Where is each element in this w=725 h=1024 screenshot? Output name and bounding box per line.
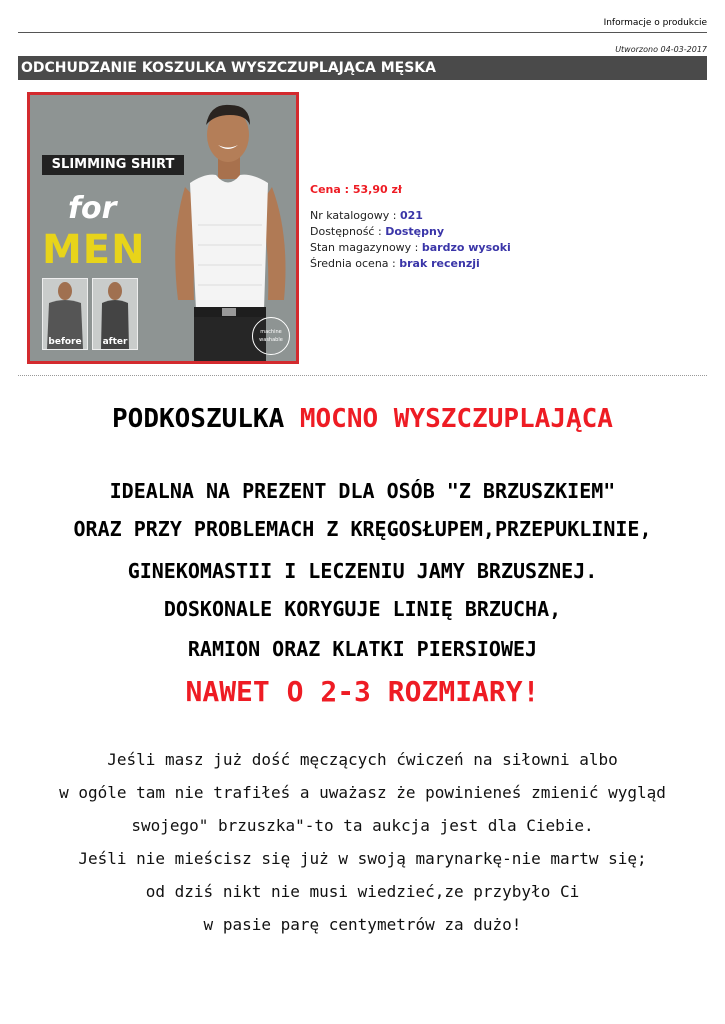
for-text: for <box>68 191 117 226</box>
availability-label: Dostępność : <box>310 225 386 238</box>
body-line: w pasie parę centymetrów za dużo! <box>203 915 522 934</box>
before-thumbnail <box>42 278 88 350</box>
description-headline <box>0 404 725 434</box>
body-line: Jeśli nie mieścisz się już w swoją marynarkę-nie martw się; <box>78 849 647 868</box>
rating-value: brak recenzji <box>399 257 480 270</box>
price: Cena : 53,90 zł <box>310 183 402 196</box>
body-line: w ogóle tam nie trafiłeś a uważasz że powinieneś zmienić wygląd <box>59 783 666 802</box>
body-line: Jeśli masz już dość męczących ćwiczeń na siłowni albo <box>107 750 618 769</box>
catalog-row <box>310 208 511 224</box>
product-title: ODCHUDZANIE KOSZULKA WYSZCZUPLAJĄCA MĘSKA <box>18 56 707 80</box>
availability-row <box>310 224 511 240</box>
bold-line: DOSKONALE KORYGUJE LINIĘ BRZUCHA, <box>163 597 562 621</box>
catalog-label: Nr katalogowy : <box>310 209 400 222</box>
machine-washable-icon: machine washable <box>252 317 290 355</box>
bold-line: GINEKOMASTII I LECZENIU JAMY BRZUSZNEJ. <box>127 559 598 583</box>
men-text: MEN <box>42 227 146 273</box>
section-divider <box>18 375 707 376</box>
body-line: od dziś nikt nie musi wiedzieć,ze przybyło Ci <box>145 882 580 901</box>
before-label: before <box>48 337 82 347</box>
headline-black: PODKOSZULKA <box>112 404 300 434</box>
body-line: swojego" brzuszka"-to ta aukcja jest dla Ciebie. <box>131 816 594 835</box>
bold-line: ORAZ PRZY PROBLEMACH Z KRĘGOSŁUPEM,PRZEPUKLINIE, <box>73 517 652 541</box>
after-thumbnail <box>92 278 138 350</box>
header-divider <box>18 32 707 33</box>
rating-row <box>310 256 511 272</box>
headline-red: MOCNO WYSZCZUPLAJĄCA <box>299 404 613 434</box>
product-image <box>27 92 299 364</box>
stock-value: bardzo wysoki <box>421 241 511 254</box>
bold-line: IDEALNA NA PREZENT DLA OSÓB "Z BRZUSZKIEM" <box>109 479 616 503</box>
stock-row <box>310 240 511 256</box>
stock-label: Stan magazynowy : <box>310 241 422 254</box>
created-date: Utworzono 04-03-2017 <box>615 45 707 54</box>
section-label: Informacje o produkcie <box>603 18 707 28</box>
availability-value: Dostępny <box>385 225 445 238</box>
product-info <box>310 182 511 272</box>
catalog-value: 021 <box>399 209 423 222</box>
after-label: after <box>102 337 128 347</box>
bold-line: RAMION ORAZ KLATKI PIERSIOWEJ <box>187 637 538 661</box>
slimming-shirt-badge: SLIMMING SHIRT <box>42 155 184 175</box>
size-claim: NAWET O 2-3 ROZMIARY! <box>185 675 540 708</box>
rating-label: Średnia ocena : <box>310 257 400 270</box>
